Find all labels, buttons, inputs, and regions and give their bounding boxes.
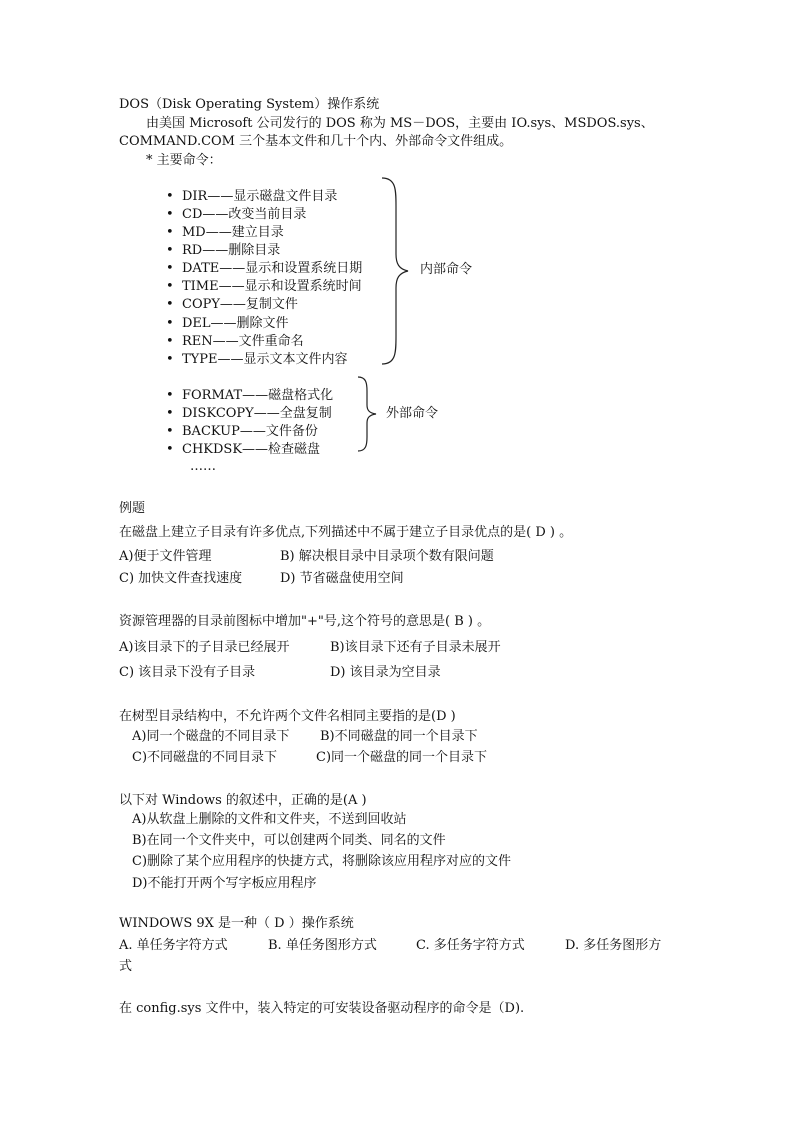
command-item: BACKUP——文件备份 bbox=[182, 424, 318, 439]
examples-heading: 例题 bbox=[119, 501, 146, 516]
option-b: B)该目录下还有子目录未展开 bbox=[330, 640, 501, 655]
command-item: TIME——显示和设置系统时间 bbox=[182, 279, 362, 294]
intro-paragraph-line-1: 由美国 Microsoft 公司发行的 DOS 称为 MS－DOS，主要由 IO.sys、MSDOS.sys、 bbox=[146, 116, 654, 131]
command-item: DISKCOPY——全盘复制 bbox=[182, 406, 332, 421]
command-item: CD——改变当前目录 bbox=[182, 207, 307, 222]
question-text: 在磁盘上建立子目录有许多优点,下列描述中不属于建立子目录优点的是( D ) 。 bbox=[119, 525, 573, 540]
command-item: COPY——复制文件 bbox=[182, 297, 298, 312]
intro-paragraph-line-2: COMMAND.COM 三个基本文件和几十个内、外部命令文件组成。 bbox=[119, 134, 513, 149]
option-c: C)删除了某个应用程序的快捷方式，将删除该应用程序对应的文件 bbox=[132, 854, 512, 869]
command-item: MD——建立目录 bbox=[182, 225, 284, 240]
option-a: A)同一个磁盘的不同目录下 bbox=[132, 729, 290, 744]
option-b: B. 单任务图形方式 bbox=[268, 938, 377, 953]
bullet-icon: • bbox=[166, 189, 174, 204]
main-commands-heading: * 主要命令： bbox=[146, 153, 222, 168]
bullet-icon: • bbox=[166, 316, 174, 331]
bullet-icon: • bbox=[166, 297, 174, 312]
option-c: C)不同磁盘的不同目录下 bbox=[132, 750, 278, 765]
option-d: D)不能打开两个写字板应用程序 bbox=[132, 876, 317, 891]
question-text: 以下对 Windows 的叙述中，正确的是(A ) bbox=[119, 793, 367, 808]
bullet-icon: • bbox=[166, 334, 174, 349]
question-text: 在树型目录结构中，不允许两个文件名相同主要指的是(D ) bbox=[119, 709, 456, 724]
command-item: REN——文件重命名 bbox=[182, 334, 304, 349]
bullet-icon: • bbox=[166, 243, 174, 258]
doc-title: DOS（Disk Operating System）操作系统 bbox=[119, 97, 380, 112]
question-text: 资源管理器的目录前图标中增加"+"号,这个符号的意思是( B ) 。 bbox=[119, 614, 491, 629]
bullet-icon: • bbox=[166, 225, 174, 240]
bullet-icon: • bbox=[166, 424, 174, 439]
external-brace-icon bbox=[356, 375, 382, 453]
option-c: C) 该目录下没有子目录 bbox=[119, 665, 256, 680]
bullet-icon: • bbox=[166, 352, 174, 367]
bullet-icon: • bbox=[166, 388, 174, 403]
command-item: TYPE——显示文本文件内容 bbox=[182, 352, 348, 367]
option-d: D) 节省磁盘使用空间 bbox=[280, 571, 404, 586]
command-item: FORMAT——磁盘格式化 bbox=[182, 388, 334, 403]
question-6: 在 config.sys 文件中，装入特定的可安装设备驱动程序的命令是（D). bbox=[119, 1001, 525, 1016]
option-d: C)同一个磁盘的同一个目录下 bbox=[316, 750, 488, 765]
option-a: A. 单任务字符方式 bbox=[119, 938, 228, 953]
option-d-wrap: 式 bbox=[119, 959, 133, 974]
option-b: B)不同磁盘的同一个目录下 bbox=[320, 729, 478, 744]
option-d: D. 多任务图形方 bbox=[565, 938, 662, 953]
internal-commands-label: 内部命令 bbox=[420, 262, 473, 277]
bullet-icon: • bbox=[166, 406, 174, 421]
option-c: C. 多任务字符方式 bbox=[416, 938, 525, 953]
command-item: DIR——显示磁盘文件目录 bbox=[182, 189, 338, 204]
option-c: C) 加快文件查找速度 bbox=[119, 571, 243, 586]
option-b: B)在同一个文件夹中，可以创建两个同类、同名的文件 bbox=[132, 833, 446, 848]
command-item: DEL——删除文件 bbox=[182, 316, 289, 331]
option-a: A)该目录下的子目录已经展开 bbox=[119, 640, 290, 655]
option-a: A)便于文件管理 bbox=[119, 549, 212, 564]
command-item: DATE——显示和设置系统日期 bbox=[182, 261, 363, 276]
bullet-icon: • bbox=[166, 207, 174, 222]
bullet-icon: • bbox=[166, 279, 174, 294]
option-d: D) 该目录为空目录 bbox=[330, 665, 441, 680]
command-item: RD——删除目录 bbox=[182, 243, 281, 258]
command-item: CHKDSK——检查磁盘 bbox=[182, 442, 321, 457]
question-text: WINDOWS 9X 是一种（ D ）操作系统 bbox=[119, 916, 354, 931]
ellipsis: …… bbox=[190, 459, 216, 474]
internal-brace-icon bbox=[380, 176, 414, 366]
external-commands-label: 外部命令 bbox=[386, 406, 439, 421]
option-b: B) 解决根目录中目录项个数有限问题 bbox=[280, 549, 494, 564]
bullet-icon: • bbox=[166, 442, 174, 457]
option-a: A)从软盘上删除的文件和文件夹，不送到回收站 bbox=[132, 812, 407, 827]
bullet-icon: • bbox=[166, 261, 174, 276]
